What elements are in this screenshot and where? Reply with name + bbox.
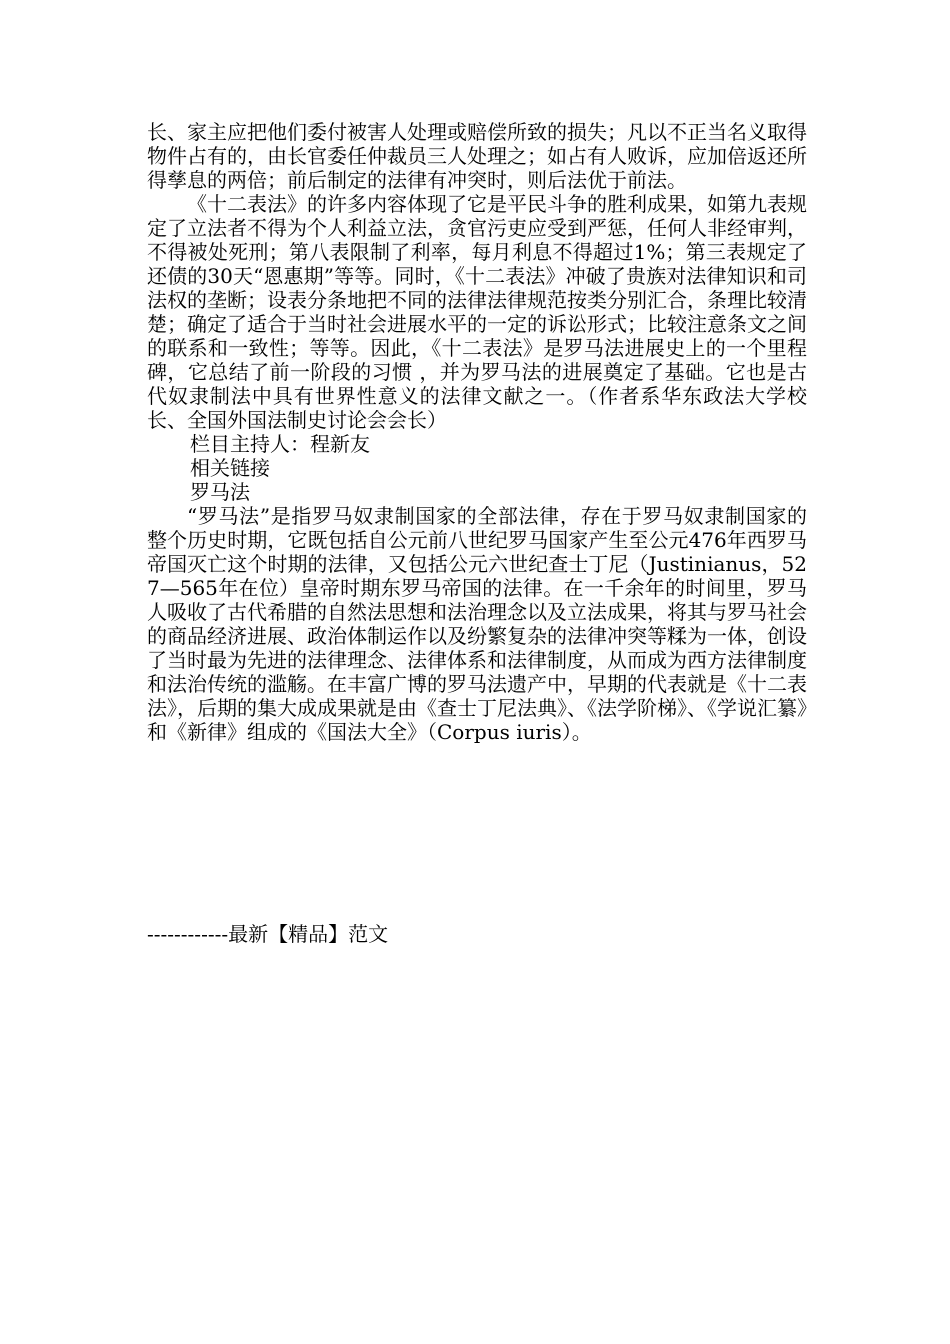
footer-text: ------------最新【精品】范文 bbox=[147, 922, 389, 946]
document-body bbox=[147, 120, 807, 744]
paragraph-twelve-tables: 《十二表法》的许多内容体现了它是平民斗争的胜利成果，如第九表规定了立法者不得为个人利益立法，贪官污吏应受到严惩，任何人非经审判，不得被处死刑；第八表限制了利率，每月利息不得超过1%；第三表规定了还债的30天“恩惠期”等等。同时，《十二表法》冲破了贵族对法律知识和司法权的垄断；设表分条地把不同的法律法律规范按类分别汇合，条理比较清楚；确定了适合于当时社会进展水平的一定的诉讼形式；比较注意条文之间的联系和一致性；等等。因此，《十二表法》是罗马法进展史上的一个里程碑，它总结了前一阶段的习惯 ，并为罗马法的进展奠定了基础。它也是古代奴隶制法中具有世界性意义的法律文献之一。（作者系华东政法大学校长、全国外国法制史讨论会会长） bbox=[147, 192, 807, 432]
paragraph-roman-law: “罗马法”是指罗马奴隶制国家的全部法律，存在于罗马奴隶制国家的整个历史时期，它既包括自公元前八世纪罗马国家产生至公元476年西罗马帝国灭亡这个时期的法律，又包括公元六世纪查士丁尼（Justinianus，527—565年在位）皇帝时期东罗马帝国的法律。在一千余年的时间里，罗马人吸收了古代希腊的自然法思想和法治理念以及立法成果，将其与罗马社会的商品经济进展、政治体制运作以及纷繁复杂的法律冲突等糅为一体，创设了当时最为先进的法律理念、法律体系和法律制度，从而成为西方法律制度和法治传统的滥觞。在丰富广博的罗马法遗产中，早期的代表就是《十二表法》，后期的集大成成果就是由《查士丁尼法典》、《法学阶梯》、《学说汇纂》和《新律》组成的《国法大全》（Corpus iuris）。 bbox=[147, 504, 807, 744]
paragraph-continuation: 长、家主应把他们委付被害人处理或赔偿所致的损失；凡以不正当名义取得物件占有的，由长官委任仲裁员三人处理之；如占有人败诉，应加倍返还所得孳息的两倍；前后制定的法律有冲突时，则后法优于前法。 bbox=[147, 120, 807, 192]
column-host-line: 栏目主持人：程新友 bbox=[190, 432, 370, 456]
related-link-heading: 相关链接 bbox=[190, 456, 270, 480]
section-heading-roman-law: 罗马法 bbox=[190, 480, 250, 504]
